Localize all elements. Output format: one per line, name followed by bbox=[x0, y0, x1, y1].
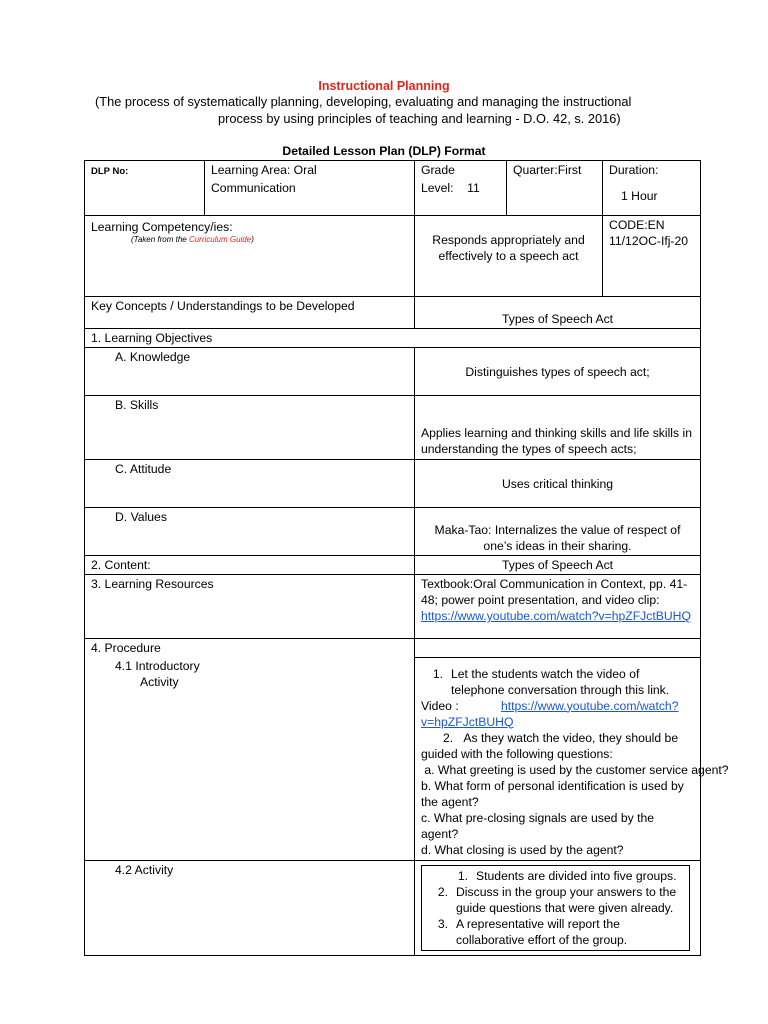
intro-question-c: c. What pre-closing signals are used by the agent? bbox=[421, 810, 655, 841]
dlp-table bbox=[84, 160, 729, 956]
objectives-header-row bbox=[85, 329, 701, 348]
info-row bbox=[85, 161, 701, 216]
activity-row bbox=[85, 860, 701, 955]
activity-step-3-text: A representative will report the collaborative effort of the group. bbox=[456, 916, 628, 947]
objective-knowledge-row bbox=[85, 348, 701, 396]
competency-note-suffix: ) bbox=[251, 235, 254, 244]
skills-value-cell bbox=[415, 396, 701, 460]
activity-step-2-text: Discuss in the group your answers to the guide questions that were given already. bbox=[456, 884, 677, 915]
attitude-label: C. Attitude bbox=[115, 462, 172, 476]
values-label-cell bbox=[85, 508, 415, 556]
dlp-no-cell bbox=[85, 161, 205, 216]
key-concepts-value: Types of Speech Act bbox=[501, 312, 614, 326]
intro-question-b: b. What form of personal identification is used by the agent? bbox=[421, 778, 684, 809]
doc-subtitle-line1: (The process of systematically planning, developing, evaluating and managing the instructional bbox=[95, 94, 632, 109]
duration-label: Duration: bbox=[609, 163, 659, 177]
competency-label-cell bbox=[85, 216, 415, 297]
intro-label-line2: Activity bbox=[140, 675, 179, 689]
knowledge-value: Distinguishes types of speech act; bbox=[465, 364, 650, 379]
content-value: Types of Speech Act bbox=[501, 558, 614, 572]
competency-note-prefix: (Taken from the bbox=[131, 235, 189, 244]
intro-video-line bbox=[421, 698, 694, 714]
grade-label: Grade bbox=[421, 163, 455, 177]
video-label: Video : bbox=[421, 698, 459, 713]
objective-values-row bbox=[85, 508, 701, 556]
competency-code-cell bbox=[603, 216, 701, 297]
intro-step-1-text: Let the students watch the video of telephone conversation through this link. bbox=[451, 666, 670, 697]
resources-link[interactable]: https://www.youtube.com/watch?v=hpZFJctBUHQ bbox=[421, 609, 691, 623]
learning-area-line1: Learning Area: Oral bbox=[211, 163, 317, 177]
video-link-line1[interactable]: https://www.youtube.com/watch? bbox=[501, 698, 679, 713]
resources-text: Textbook:Oral Communication in Context, pp. 41-48; power point presentation, and video clip: bbox=[421, 577, 688, 607]
attitude-label-cell bbox=[85, 460, 415, 508]
skills-label-cell bbox=[85, 396, 415, 460]
objective-attitude-row bbox=[85, 460, 701, 508]
competency-code: CODE:EN 11/12OC-Ifj-20 bbox=[609, 218, 689, 248]
content-row bbox=[85, 556, 701, 575]
activity-step-1-text: Students are divided into five groups. bbox=[476, 868, 677, 883]
activity-step-3: 3. A representative will report the collaborative effort of the group. bbox=[426, 916, 685, 948]
intro-step-2: 2. As they watch the video, they should be guided with the following questions: bbox=[421, 730, 679, 761]
intro-label-line1: 4.1 Introductory bbox=[115, 659, 200, 673]
key-concepts-label-cell bbox=[85, 297, 415, 329]
activity-step-1: 1. Students are divided into five groups. bbox=[457, 868, 677, 883]
learning-area-cell bbox=[205, 161, 415, 216]
knowledge-label: A. Knowledge bbox=[115, 350, 191, 364]
knowledge-value-cell bbox=[415, 348, 701, 396]
knowledge-label-cell bbox=[85, 348, 415, 396]
competency-note bbox=[91, 235, 408, 245]
grade-cell bbox=[415, 161, 507, 216]
content-label: 2. Content: bbox=[91, 558, 151, 572]
resources-label-cell bbox=[85, 575, 415, 639]
intro-question-d: d. What closing is used by the agent? bbox=[421, 842, 624, 857]
activity-label: 4.2 Activity bbox=[115, 862, 174, 877]
skills-value: Applies learning and thinking skills and life skills in understanding the types of speech acts; bbox=[421, 426, 692, 456]
values-value: Maka-Tao: Internalizes the value of respect of one’s ideas in their sharing. bbox=[434, 523, 681, 553]
dlp-no-label: DLP No: bbox=[91, 166, 129, 177]
skills-label: B. Skills bbox=[115, 398, 159, 412]
doc-title: Instructional Planning bbox=[318, 79, 450, 93]
intro-step-2-text: As they watch the video, they should be guided with the following questions: bbox=[421, 730, 679, 761]
activity-inner-box bbox=[421, 865, 690, 951]
key-concepts-value-cell bbox=[415, 297, 701, 329]
activity-step-2: 2. Discuss in the group your answers to the guide questions that were given already. bbox=[426, 884, 685, 916]
objectives-label-cell bbox=[85, 329, 701, 348]
intro-content-cell bbox=[415, 657, 729, 860]
duration-value: 1 Hour bbox=[621, 189, 658, 203]
resources-row bbox=[85, 575, 701, 639]
level-value: 11 bbox=[467, 181, 480, 195]
intro-activity-row bbox=[85, 657, 701, 860]
procedure-header-row bbox=[85, 639, 701, 658]
attitude-value: Uses critical thinking bbox=[501, 476, 614, 491]
level-label: Level: bbox=[421, 181, 454, 195]
procedure-label-cell bbox=[85, 639, 415, 658]
quarter-text: Quarter:First bbox=[513, 163, 582, 177]
intro-label-cell bbox=[85, 657, 415, 860]
resources-value-cell bbox=[415, 575, 701, 639]
values-value-cell bbox=[415, 508, 701, 556]
content-label-cell bbox=[85, 556, 415, 575]
procedure-label: 4. Procedure bbox=[91, 641, 161, 655]
competency-label: Learning Competency/ies: bbox=[91, 220, 233, 234]
content-value-cell bbox=[415, 556, 701, 575]
intro-question-a: a. What greeting is used by the customer service agent? bbox=[421, 762, 729, 777]
procedure-blank-cell bbox=[415, 639, 701, 658]
key-concepts-label: Key Concepts / Understandings to be Developed bbox=[91, 299, 355, 313]
format-title: Detailed Lesson Plan (DLP) Format bbox=[282, 144, 486, 158]
objectives-label: 1. Learning Objectives bbox=[91, 331, 213, 345]
activity-content-cell bbox=[415, 860, 701, 955]
attitude-value-cell bbox=[415, 460, 701, 508]
values-label: D. Values bbox=[115, 510, 167, 524]
intro-step-1: 1. Let the students watch the video of telephone conversation through this link. bbox=[421, 666, 694, 698]
competency-note-red: Curriculum Guide bbox=[188, 235, 252, 244]
competency-row bbox=[85, 216, 701, 297]
objective-skills-row bbox=[85, 396, 701, 460]
quarter-cell bbox=[507, 161, 603, 216]
key-concepts-row bbox=[85, 297, 701, 329]
video-link-line2[interactable]: v=hpZFJctBUHQ bbox=[421, 714, 514, 729]
activity-label-cell bbox=[85, 860, 415, 955]
competency-text-cell bbox=[415, 216, 603, 297]
doc-subtitle-line2: process by using principles of teaching and learning - D.O. 42, s. 2016) bbox=[218, 111, 621, 126]
learning-area-line2: Communication bbox=[211, 181, 296, 195]
resources-label: 3. Learning Resources bbox=[91, 577, 214, 591]
duration-cell bbox=[603, 161, 701, 216]
competency-text: Responds appropriately and effectively to a speech act bbox=[432, 233, 585, 263]
